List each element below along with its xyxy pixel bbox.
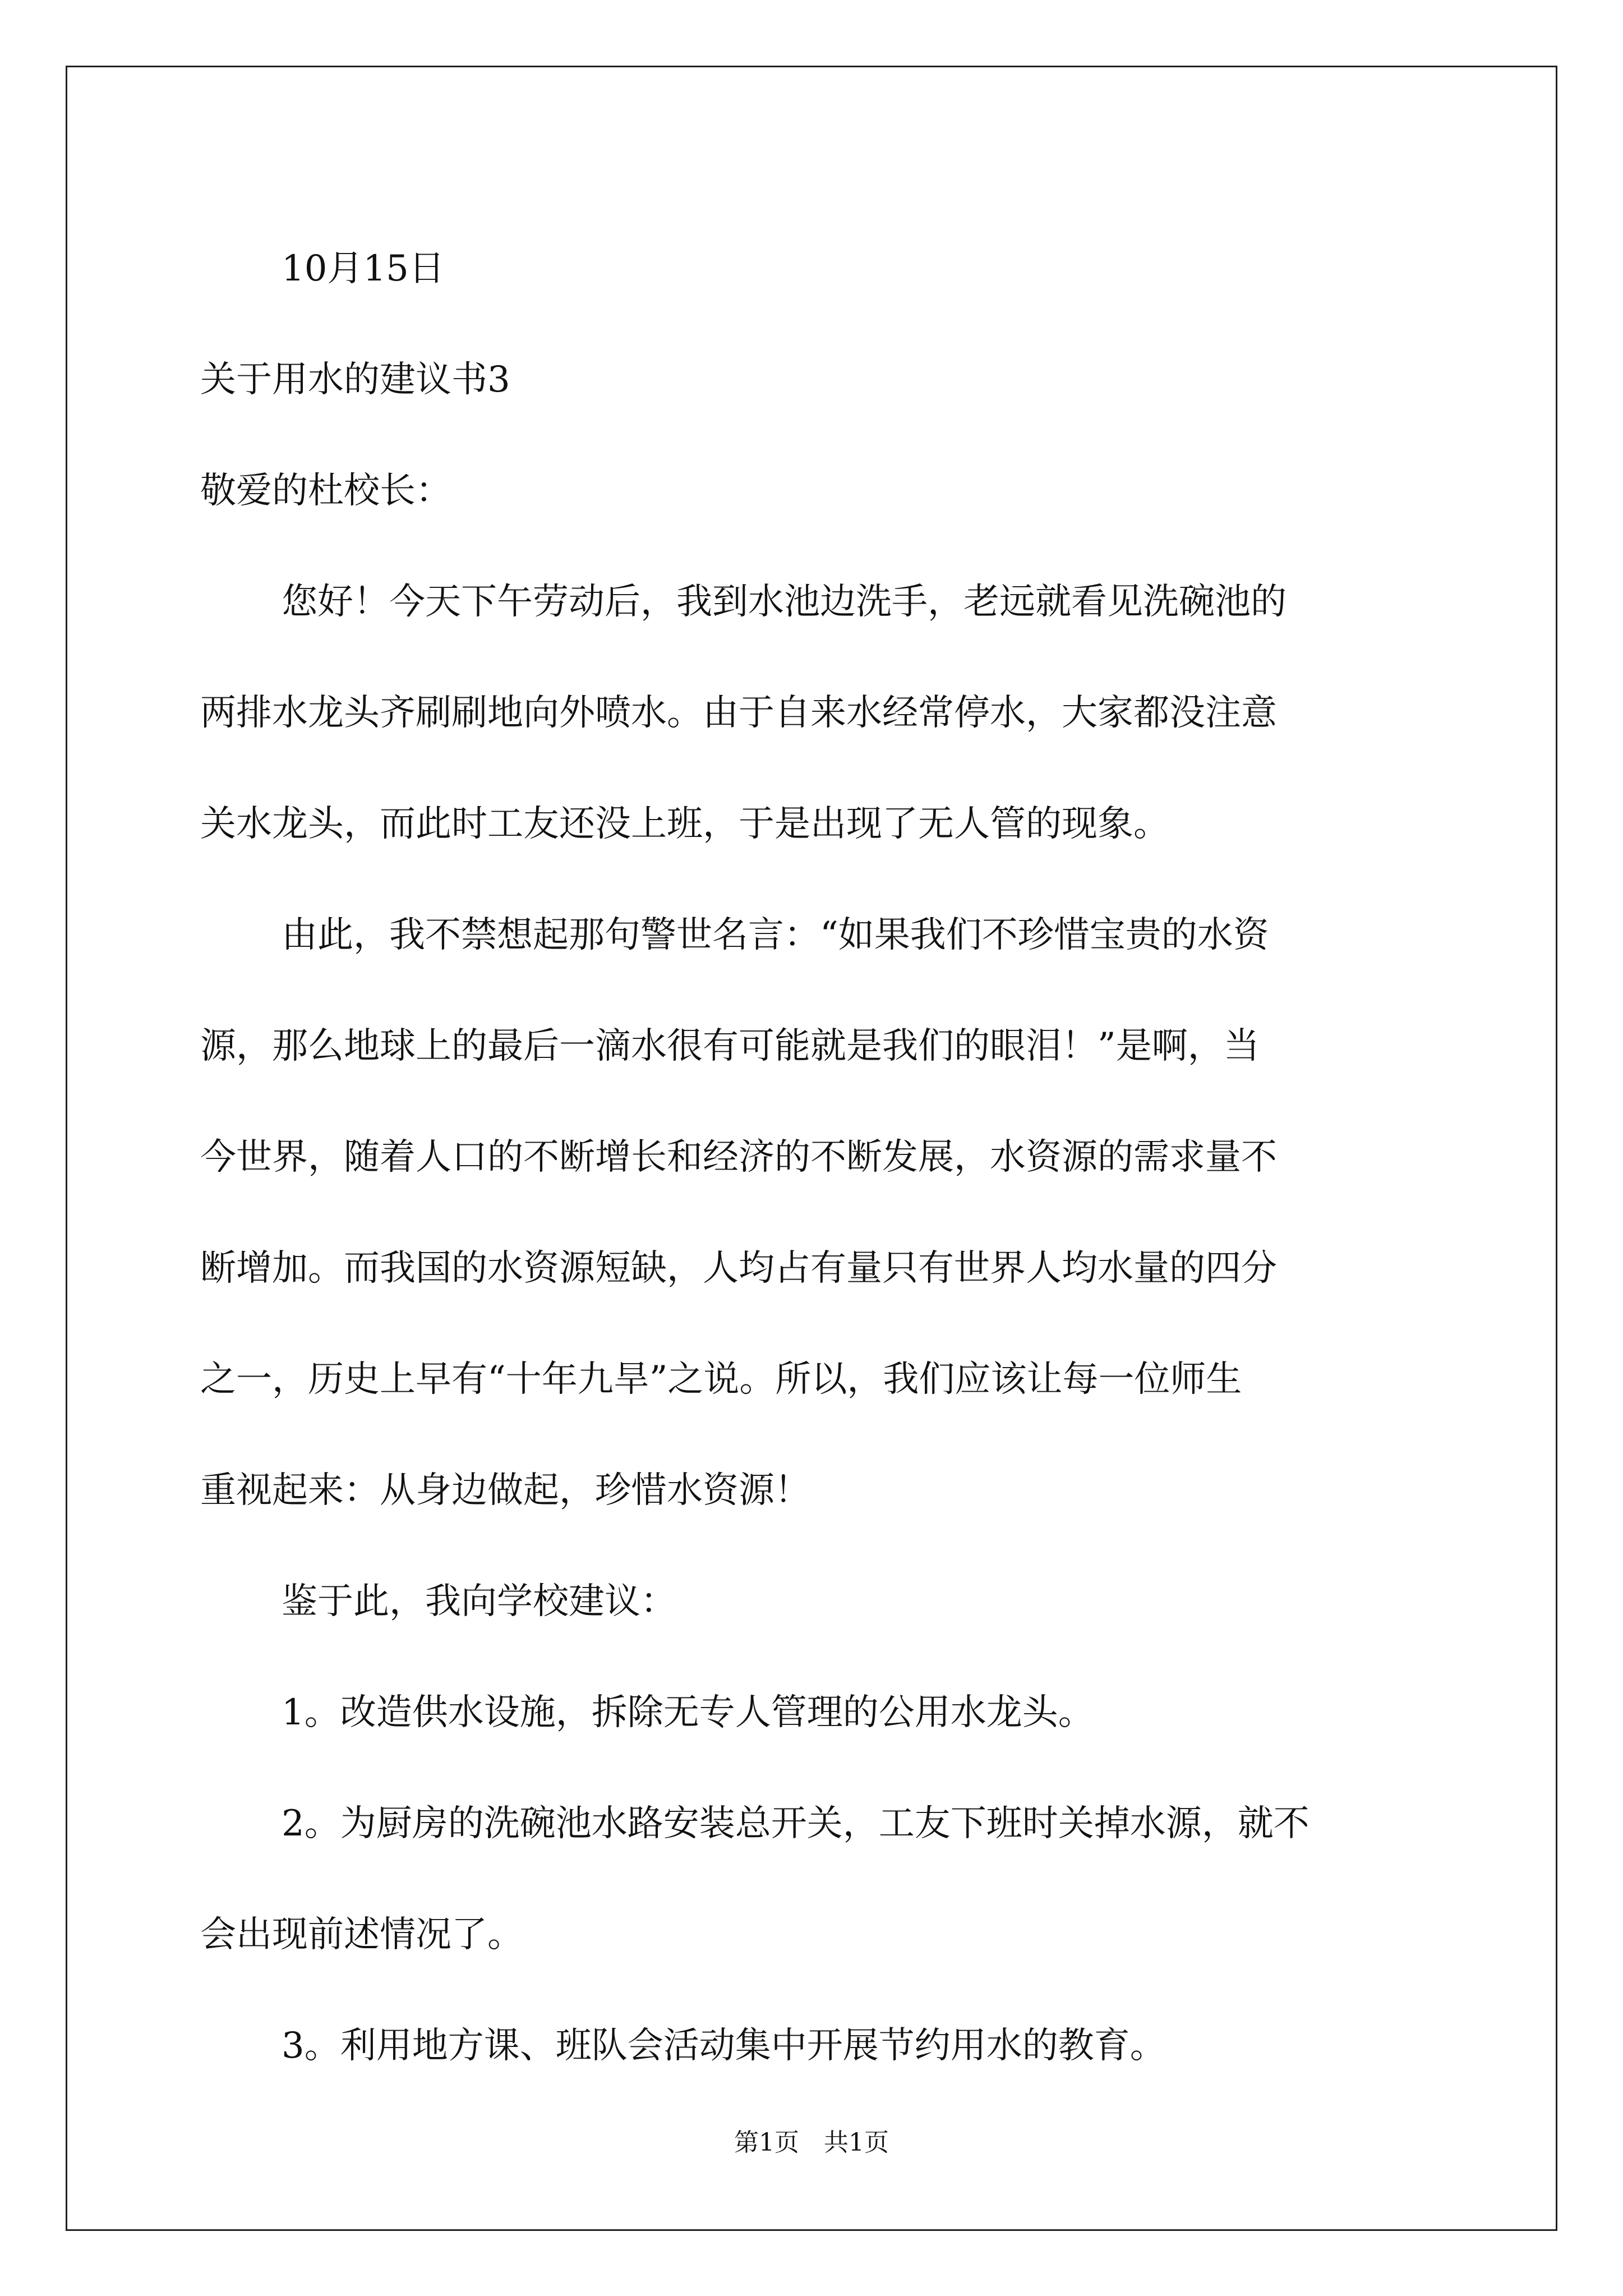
- text-line: 3。利用地方课、班队会活动集中开展节约用水的教育。: [282, 2025, 1166, 2067]
- document-title: 关于用水的建议书3: [200, 359, 510, 401]
- salutation: 敬爱的杜校长：: [200, 470, 451, 512]
- page-total: 共1页: [824, 2128, 889, 2157]
- text-line: 断增加。而我国的水资源短缺，人均占有量只有世界人均水量的四分: [200, 1248, 1277, 1289]
- text-line: 2。为厨房的洗碗池水路安装总开关，工友下班时关掉水源，就不: [282, 1803, 1310, 1844]
- document-body: [200, 213, 1423, 2101]
- text-line: 您好！今天下午劳动后，我到水池边洗手，老远就看见洗碗池的: [282, 581, 1287, 623]
- date-line: 10月15日: [282, 248, 445, 289]
- text-line: 今世界，随着人口的不断增长和经济的不断发展，水资源的需求量不: [200, 1137, 1277, 1178]
- body-text: [200, 546, 1423, 2101]
- text-line: 由此，我不禁想起那句警世名言：“如果我们不珍惜宝贵的水资: [282, 914, 1269, 956]
- text-line: 重视起来：从身边做起，珍惜水资源！: [200, 1470, 810, 1511]
- text-line: 1。改造供水设施，拆除无专人管理的公用水龙头。: [282, 1692, 1094, 1733]
- text-line: 之一，历史上早有“十年九旱”之说。所以，我们应该让每一位师生: [200, 1359, 1242, 1400]
- page-number: 第1页: [734, 2128, 799, 2157]
- text-line: 会出现前述情况了。: [200, 1914, 523, 1955]
- text-line: 鉴于此，我向学校建议：: [282, 1581, 676, 1622]
- text-line: 关水龙头，而此时工友还没上班，于是出现了无人管的现象。: [200, 803, 1169, 845]
- text-line: 两排水龙头齐刷刷地向外喷水。由于自来水经常停水，大家都没注意: [200, 692, 1277, 734]
- page-footer: [0, 2126, 1623, 2160]
- text-line: 源，那么地球上的最后一滴水很有可能就是我们的眼泪！”是啊，当: [200, 1025, 1260, 1067]
